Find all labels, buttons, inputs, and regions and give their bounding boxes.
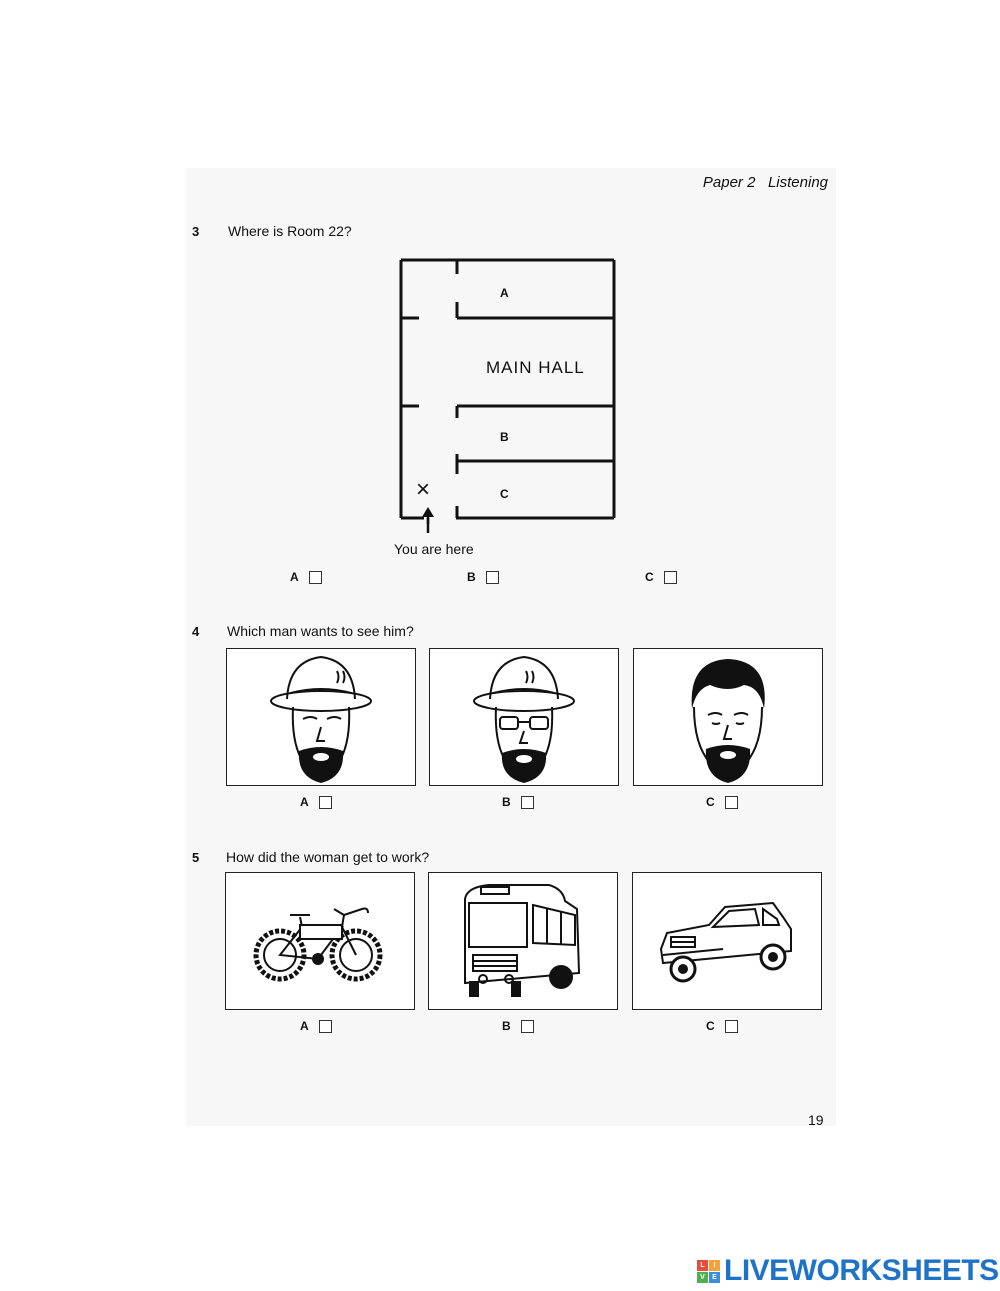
q5-picture-a (225, 872, 415, 1010)
liveworksheets-logo (697, 1254, 999, 1288)
up-arrow-icon (420, 507, 436, 536)
room-a-label: A (500, 286, 509, 300)
q3-option-c[interactable]: C (645, 570, 677, 584)
q5-option-b-checkbox[interactable] (521, 1020, 534, 1033)
question-5-text: How did the woman get to work? (226, 849, 430, 865)
q4-option-c-checkbox[interactable] (725, 796, 738, 809)
question-4-number: 4 (192, 624, 200, 639)
q4-picture-c (633, 648, 823, 786)
q4-option-c[interactable]: C (706, 795, 738, 809)
q5-option-b[interactable]: B (502, 1019, 534, 1033)
q5-picture-b (428, 872, 618, 1010)
man-with-hair-and-beard-icon (634, 649, 822, 785)
q4-option-b[interactable]: B (502, 795, 534, 809)
q5-picture-c (632, 872, 822, 1010)
q3-option-b-checkbox[interactable] (486, 571, 499, 584)
paper-label: Paper 2 (702, 174, 756, 191)
q5-option-c[interactable]: C (706, 1019, 738, 1033)
q3-option-b[interactable]: B (467, 570, 499, 584)
bicycle-icon (226, 873, 414, 1009)
room-c-label: C (500, 487, 509, 501)
floor-plan-icon (396, 256, 628, 524)
man-with-hat-glasses-and-beard-icon (430, 649, 618, 785)
question-4-text: Which man wants to see him? (227, 623, 414, 639)
main-hall-label: MAIN HALL (486, 358, 585, 377)
page-header (703, 174, 828, 191)
room-b-label: B (500, 430, 509, 444)
man-with-hat-and-beard-icon (227, 649, 415, 785)
question-3-number: 3 (192, 224, 200, 239)
q5-option-c-checkbox[interactable] (725, 1020, 738, 1033)
section-label: Listening (767, 174, 828, 191)
car-icon (633, 873, 821, 1009)
q5-option-a[interactable]: A (300, 1019, 332, 1033)
logo-text: LIVEWORKSHEETS (724, 1254, 999, 1287)
bus-icon (429, 873, 617, 1009)
logo-blocks-icon: L I V E (697, 1260, 720, 1283)
q4-option-a-checkbox[interactable] (319, 796, 332, 809)
q4-picture-a (226, 648, 416, 786)
q4-picture-b (429, 648, 619, 786)
page-number: 19 (808, 1112, 824, 1128)
x-marker-icon: × (416, 476, 431, 503)
q3-option-c-checkbox[interactable] (664, 571, 677, 584)
floor-plan-map (396, 256, 628, 524)
q4-option-a[interactable]: A (300, 795, 332, 809)
worksheet-page (186, 168, 836, 1126)
q3-option-a[interactable]: A (290, 570, 322, 584)
question-5-number: 5 (192, 850, 200, 865)
q5-option-a-checkbox[interactable] (319, 1020, 332, 1033)
q3-option-a-checkbox[interactable] (309, 571, 322, 584)
you-are-here-label: You are here (394, 541, 474, 557)
question-3-text: Where is Room 22? (228, 223, 352, 239)
q4-option-b-checkbox[interactable] (521, 796, 534, 809)
